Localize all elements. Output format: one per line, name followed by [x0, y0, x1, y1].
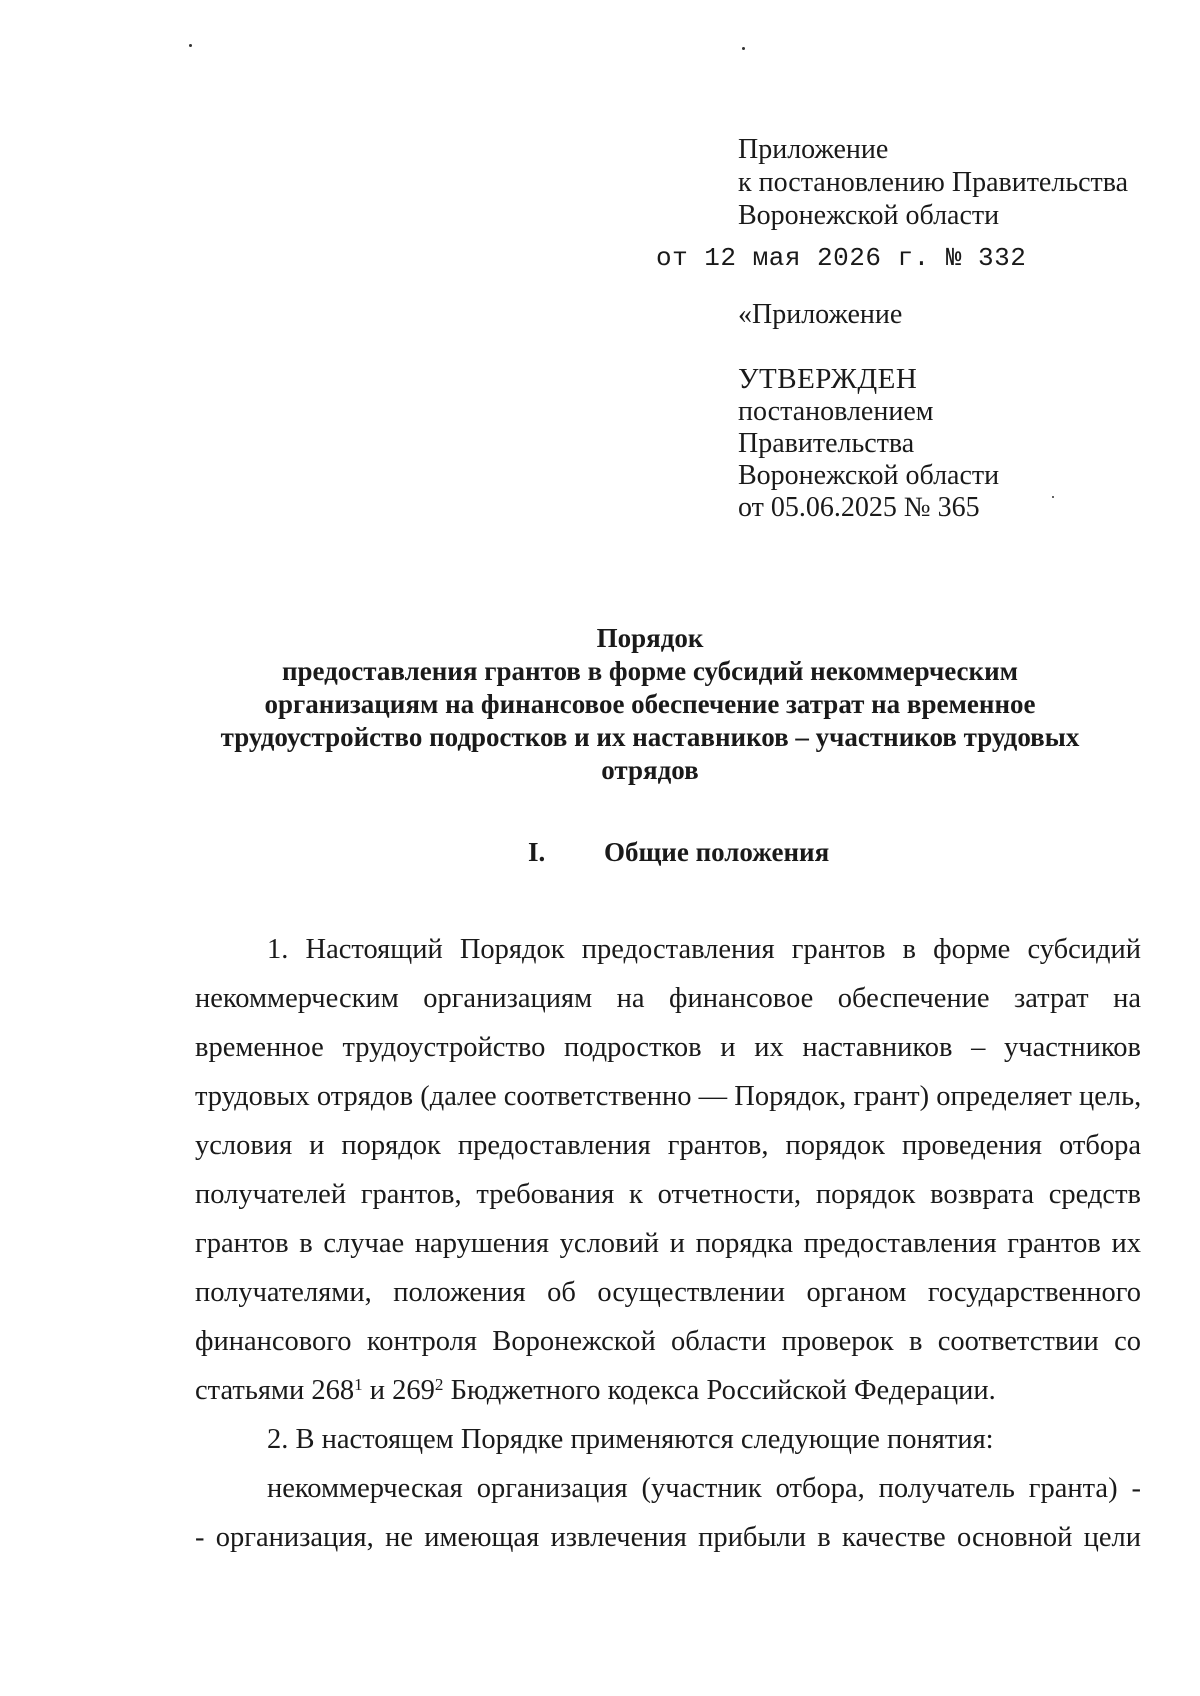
section-title: Общие положения: [604, 837, 830, 867]
paragraph-line: временное трудоустройство подростков и их наставников – участников: [195, 1032, 1141, 1063]
paragraph-line: грантов в случае нарушения условий и порядка предоставления грантов их: [195, 1228, 1141, 1259]
section-number: I.: [528, 837, 546, 867]
paragraph-line: [195, 1366, 1141, 1415]
approved-line: постановлением: [738, 396, 934, 427]
document-title-line: трудоустройство подростков и их наставников – участников трудовых: [220, 722, 1080, 752]
paragraph-line: условия и порядок предоставления грантов, порядок проведения отбора: [195, 1130, 1141, 1161]
superscript: 1: [354, 1375, 363, 1395]
document-title-line: Порядок: [596, 623, 704, 653]
document-title-line: отрядов: [601, 755, 699, 785]
paragraph-1: [195, 925, 1141, 1415]
body-text: [195, 925, 1141, 1562]
quoted-annex-label: «Приложение: [738, 299, 903, 330]
paragraph-2: [195, 1415, 1141, 1464]
annex-label: Приложение: [738, 134, 889, 165]
annex-region: Воронежской области: [738, 200, 1000, 231]
paragraph-line: получателями, положения об осуществлении органом государственного: [195, 1277, 1141, 1308]
paragraph-line: некоммерческим организациям на финансовое обеспечение затрат на: [195, 983, 1141, 1014]
superscript: 2: [434, 1375, 444, 1395]
approved-line: Воронежской области: [738, 460, 1000, 491]
document-title-line: организациям на финансовое обеспечение затрат на временное: [264, 689, 1036, 719]
paragraph-line: - организация, не имеющая извлечения прибыли в качестве основной цели: [195, 1522, 1141, 1553]
paragraph-line: финансового контроля Воронежской области проверок в соответствии со: [195, 1326, 1141, 1357]
document-title-line: предоставления грантов в форме субсидий некоммерческим: [281, 656, 1019, 686]
approved-title: УТВЕРЖДЕН: [738, 363, 918, 395]
budget-code-ref-middle: и 269: [362, 1375, 435, 1406]
document-title: [100, 622, 1200, 787]
budget-code-ref-prefix: статьями 268: [195, 1375, 355, 1406]
budget-code-ref-suffix: Бюджетного кодекса Российской Федерации.: [443, 1375, 996, 1406]
annex-block: [738, 133, 1178, 232]
scan-speck: [742, 47, 745, 50]
section-heading: [528, 836, 829, 869]
approved-line: Правительства: [738, 428, 915, 459]
approved-line: от 05.06.2025 № 365: [738, 492, 980, 523]
paragraph-line: трудовых отрядов (далее соответственно — Порядок, грант) определяет цель,: [195, 1081, 1141, 1112]
paragraph-line: 2. В настоящем Порядке применяются следующие понятия:: [267, 1424, 994, 1455]
paragraph-line: 1. Настоящий Порядок предоставления грантов в форме субсидий: [267, 934, 1141, 965]
paragraph-3: [195, 1464, 1141, 1562]
annex-resolution: к постановлению Правительства: [738, 167, 1129, 198]
scan-speck: [189, 44, 192, 47]
approved-block: [738, 362, 1178, 524]
resolution-date-number: от 12 мая 2026 г. № 332: [656, 243, 1027, 273]
paragraph-line: получателей грантов, требования к отчетности, порядок возврата средств: [195, 1179, 1141, 1210]
paragraph-line: некоммерческая организация (участник отбора, получатель гранта) -: [267, 1473, 1141, 1504]
